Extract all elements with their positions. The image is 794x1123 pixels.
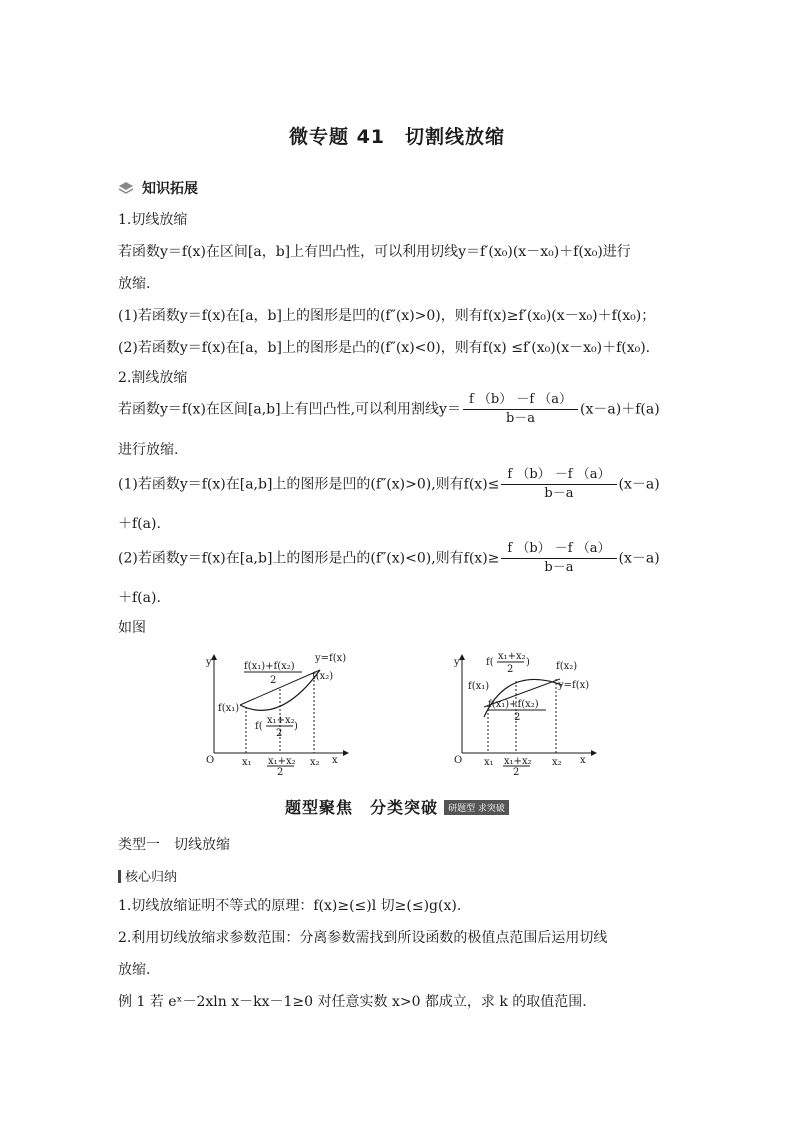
label-avg-den: 2 (514, 712, 521, 723)
formula-line: (2)若函数y＝f(x)在[a,b]上的图形是凸的(f″(x)<0),则有f(x)≥ $\frac{f (b) -f (a)}{b-a}$ (x－a) (118, 541, 660, 575)
banner-tag: 研题型 求突破 (444, 800, 509, 815)
tick-mid-den: 2 (513, 767, 520, 775)
label-avg-num: f(x₁)+f(x₂) (244, 661, 295, 672)
curve-label: y=f(x) (558, 680, 590, 691)
curve-label: y=f(x) (315, 653, 347, 664)
x-axis-label: x (580, 755, 586, 766)
label-fx1: f(x₁) (218, 703, 240, 714)
example-line: 例 1 若 eˣ－2xln x－kx－1≥0 对任意实数 x>0 都成立，求 k 的取值范围. (118, 994, 587, 1010)
origin-label: O (454, 755, 463, 766)
label-fmid-num: x₁+x₂ (498, 651, 526, 662)
text-line: 放缩. (118, 276, 151, 292)
text-line: 1.切线放缩 (118, 212, 188, 228)
y-axis-label: y (206, 657, 212, 668)
bar-icon (118, 870, 121, 883)
core-heading: 核心归纳 (118, 866, 177, 885)
text-line: 2.利用切线放缩求参数范围：分离参数需找到所设函数的极值点范围后运用切线 (118, 930, 608, 946)
tick-mid-den: 2 (277, 767, 284, 775)
text-line: (2)若函数y＝f(x)在[a，b]上的图形是凸的(f″(x)<0)，则有f(x) ≤f′(x₀)(x－x₀)＋f(x₀). (118, 340, 651, 356)
formula-line: 若函数y＝f(x)在区间[a,b]上有凹凸性,可以利用割线y＝ $\frac{f (b) -f (a)}{b-a}$ (x－a)＋f(a) (118, 392, 660, 426)
tick-x2: x₂ (552, 757, 562, 768)
text-line: 如图 (118, 620, 146, 636)
label-fx1: f(x₁) (468, 681, 490, 692)
x-axis-label: x (332, 755, 338, 766)
section-heading: 知识拓展 (118, 178, 198, 198)
text-line: 1.切线放缩证明不等式的原理：f(x)≥(≤)l 切≥(≤)g(x). (118, 898, 462, 914)
text-line: ＋f(a). (118, 590, 161, 606)
text-line: (1)若函数y＝f(x)在[a，b]上的图形是凹的(f″(x)>0)，则有f(x)≥f′(x₀)(x－x₀)＋f(x₀)； (118, 308, 656, 324)
text-line: 放缩. (118, 962, 151, 978)
label-fmid-post: ) (526, 657, 530, 668)
fraction: $\frac{f (b) -f (a)}{b-a}$ (501, 466, 616, 503)
text-line: ＋f(a). (118, 516, 161, 532)
text-line: 2.割线放缩 (118, 370, 188, 386)
text-line: 进行放缩. (118, 442, 179, 458)
tick-mid-num: x₁+x₂ (504, 756, 532, 767)
fraction: $\frac{f (b) -f (a)}{b-a}$ (501, 540, 616, 577)
page-title: 微专题 41 切割线放缩 (288, 126, 506, 148)
tick-x1: x₁ (242, 757, 252, 768)
tick-mid-num: x₁+x₂ (268, 756, 296, 767)
label-avg-num: f(x₁)+f(x₂) (488, 699, 539, 710)
layers-icon (118, 181, 134, 195)
figure-concave (200, 645, 360, 775)
label-fx2: f(x₂) (556, 661, 578, 672)
origin-label: O (206, 755, 215, 766)
label-fmid-pre: f( (255, 721, 263, 732)
label-fmid-post: ) (294, 721, 298, 732)
section-banner: 题型聚焦 分类突破 研题型 求突破 (0, 795, 794, 818)
secant-line (240, 670, 320, 705)
tick-x2: x₂ (310, 757, 320, 768)
text-line: 若函数y＝f(x)在区间[a，b]上有凹凸性，可以利用切线y＝f′(x₀)(x－x₀)＋f(x₀)进行 (118, 244, 631, 260)
label-avg-den: 2 (270, 675, 277, 686)
fraction: $\frac{f (b) -f (a)}{b-a}$ (463, 391, 578, 428)
label-fx2: f(x₂) (312, 671, 334, 682)
label-fmid-den: 2 (507, 664, 514, 675)
label-fmid-num: x₁+x₂ (267, 715, 295, 726)
figure-convex (448, 645, 608, 775)
y-axis-label: y (454, 657, 460, 668)
label-fmid-den: 2 (276, 728, 283, 739)
tick-x1: x₁ (484, 757, 494, 768)
type-heading: 类型一 切线放缩 (118, 837, 230, 853)
label-fmid-pre: f( (486, 657, 494, 668)
formula-line: (1)若函数y＝f(x)在[a,b]上的图形是凹的(f″(x)>0),则有f(x)≤ $\frac{f (b) -f (a)}{b-a}$ (x－a) (118, 467, 660, 501)
